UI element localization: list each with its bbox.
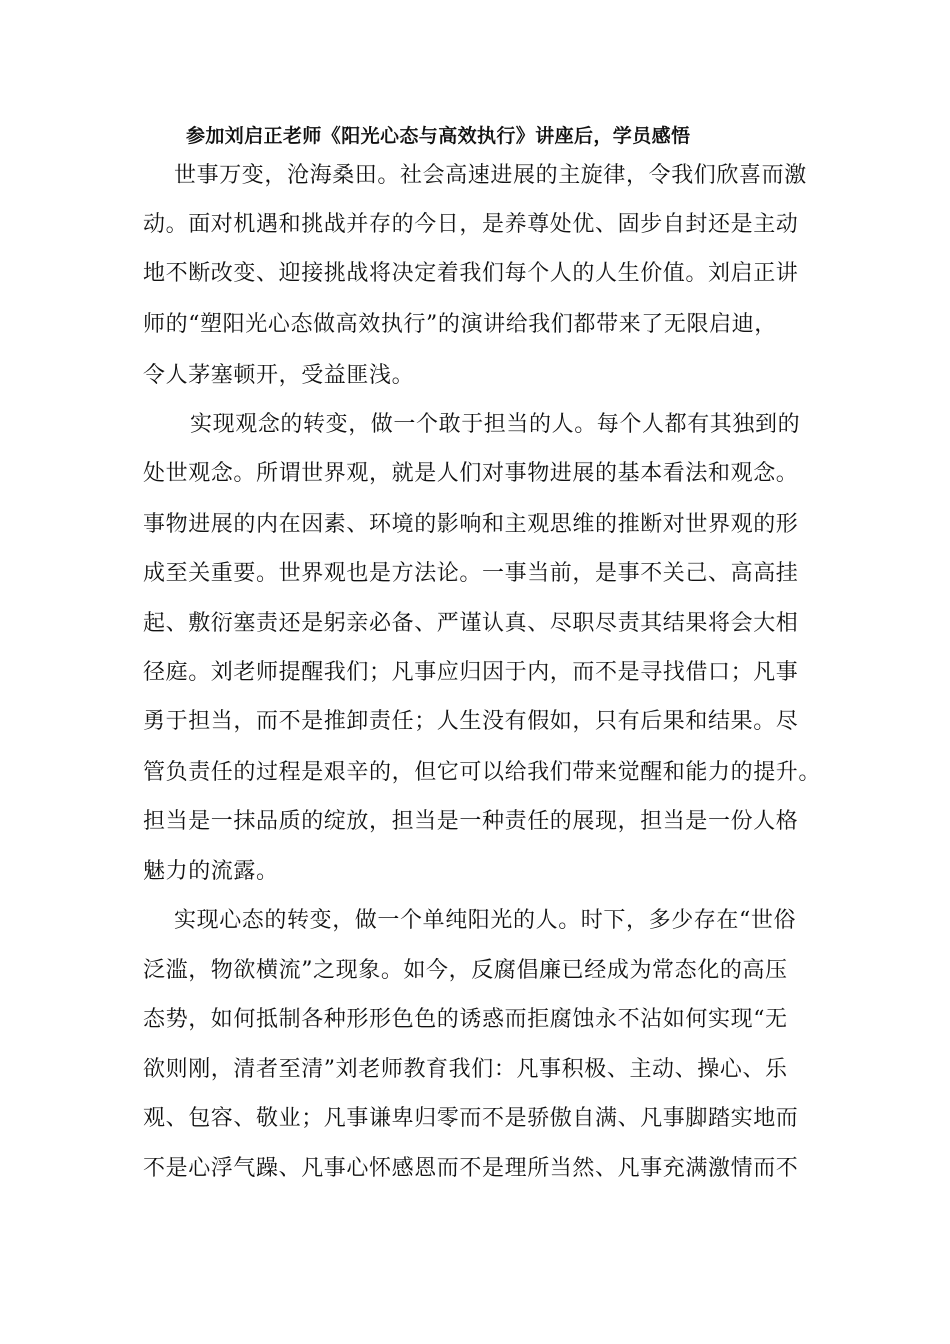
paragraph-1-line-1: 世事万变，沧海桑田。社会高速进展的主旋律，令我们欣喜而激	[174, 163, 807, 188]
paragraph-2-line-9: 担当是一抹品质的绽放，担当是一种责任的展现，担当是一份人格	[143, 809, 799, 834]
paragraph-3-line-6: 不是心浮气躁、凡事心怀感恩而不是理所当然、凡事充满激情而不	[143, 1156, 799, 1181]
paragraph-1-line-3: 地不断改变、迎接挑战将决定着我们每个人的人生价值。刘启正讲	[143, 261, 799, 286]
document-title: 参加刘启正老师《阳光心态与高效执行》讲座后，学员感悟	[186, 125, 691, 147]
paragraph-1-line-5: 令人茅塞顿开，受益匪浅。	[143, 363, 415, 388]
paragraph-3-line-2: 泛滥，物欲横流”之现象。如今，反腐倡廉已经成为常态化的高压	[143, 958, 788, 983]
paragraph-2-line-10: 魅力的流露。	[143, 859, 279, 884]
paragraph-3-line-4: 欲则刚，清者至清”刘老师教育我们：凡事积极、主动、操心、乐	[143, 1057, 788, 1082]
paragraph-3-line-3: 态势，如何抵制各种形形色色的诱惑而拒腐蚀永不沾如何实现“无	[143, 1007, 788, 1032]
paragraph-1-line-2: 动。面对机遇和挑战并存的今日，是养尊处优、固步自封还是主动	[143, 212, 799, 237]
paragraph-2-line-8: 管负责任的过程是艰辛的，但它可以给我们带来觉醒和能力的提升。	[143, 760, 822, 785]
paragraph-3-line-1: 实现心态的转变，做一个单纯阳光的人。时下，多少存在“世俗	[174, 908, 797, 933]
paragraph-2-line-7: 勇于担当，而不是推卸责任；人生没有假如，只有后果和结果。尽	[143, 709, 799, 734]
paragraph-1-line-4: 师的“塑阳光心态做高效执行”的演讲给我们都带来了无限启迪，	[143, 312, 777, 337]
paragraph-2-line-5: 起、敷衍塞责还是躬亲必备、严谨认真、尽职尽责其结果将会大相	[143, 611, 799, 636]
paragraph-2-line-3: 事物进展的内在因素、环境的影响和主观思维的推断对世界观的形	[143, 512, 799, 537]
paragraph-3-line-5: 观、包容、敬业；凡事谦卑归零而不是骄傲自满、凡事脚踏实地而	[143, 1106, 799, 1131]
paragraph-2-line-6: 径庭。刘老师提醒我们；凡事应归因于内，而不是寻找借口；凡事	[143, 660, 799, 685]
paragraph-2-line-4: 成至关重要。世界观也是方法论。一事当前，是事不关己、高高挂	[143, 561, 799, 586]
paragraph-2-line-1: 实现观念的转变，做一个敢于担当的人。每个人都有其独到的	[190, 412, 801, 437]
paragraph-2-line-2: 处世观念。所谓世界观，就是人们对事物进展的基本看法和观念。	[143, 461, 799, 486]
